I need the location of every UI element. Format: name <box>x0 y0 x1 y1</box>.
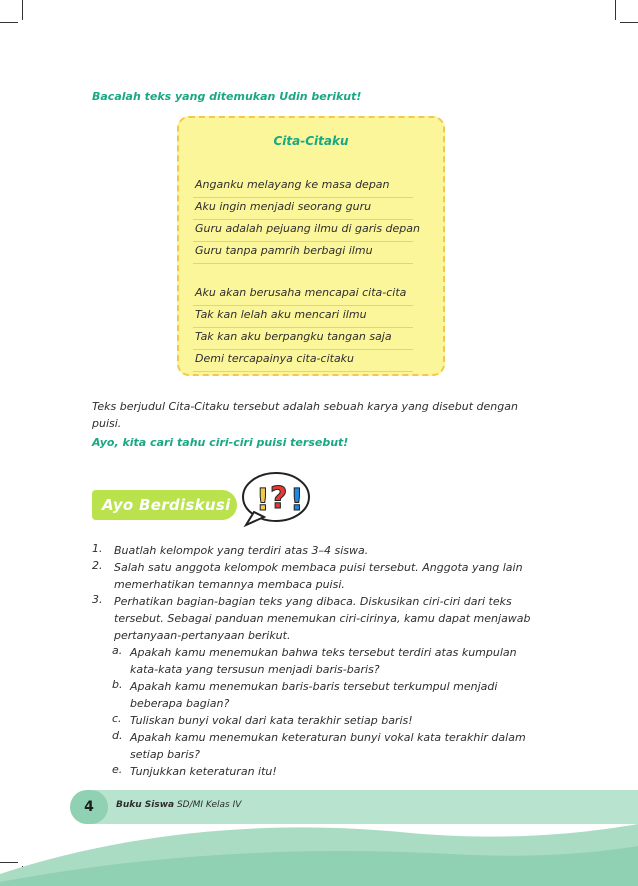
poem-line: Guru tanpa pamrih berbagi ilmu <box>195 244 373 257</box>
item-letter: a. <box>112 644 123 657</box>
poem-rule <box>193 327 413 328</box>
item-text: Buatlah kelompok yang terdiri atas 3–4 siswa. <box>114 544 369 557</box>
item-text: Apakah kamu menemukan keteraturan bunyi vokal kata terakhir dalam setiap baris? <box>130 731 526 761</box>
poem-rule <box>193 219 413 220</box>
section-title: Ayo Berdiskusi <box>102 496 231 514</box>
poem-line: Anganku melayang ke masa depan <box>195 178 390 191</box>
item-text: Perhatikan bagian-bagian teks yang dibaca. Diskusikan ciri-ciri dari teks tersebut. Sebagai panduan menemukan ciri-cirinya, kamu dapat menjawab pertanyaan-pertanyaan berikut. <box>114 595 531 642</box>
poem-rule <box>193 197 413 198</box>
item-number: 3. <box>92 593 103 606</box>
item-letter: c. <box>112 712 122 725</box>
item-number: 2. <box>92 559 103 572</box>
item-letter: e. <box>112 763 123 776</box>
item-text: Tuliskan bunyi vokal dari kata terakhir setiap baris! <box>130 714 413 727</box>
svg-text:?: ? <box>270 481 288 516</box>
item-letter: d. <box>112 729 123 742</box>
crop-mark <box>22 0 23 20</box>
poem-rule <box>193 241 413 242</box>
poem-rule <box>193 305 413 306</box>
crop-mark <box>0 22 18 23</box>
poem-line: Aku akan berusaha mencapai cita-cita <box>195 286 407 299</box>
poem-rule <box>193 263 413 264</box>
poem-line: Aku ingin menjadi seorang guru <box>195 200 372 213</box>
crop-mark <box>620 22 638 23</box>
svg-text:!: ! <box>256 483 270 518</box>
speech-bubble-icon <box>240 470 312 528</box>
page-number: 4 <box>70 790 108 824</box>
book-label-rest: SD/MI Kelas IV <box>174 800 242 810</box>
poem-rule <box>193 349 413 350</box>
invite-text: Ayo, kita cari tahu ciri-ciri puisi tersebut! <box>92 436 349 449</box>
item-text: Tunjukkan keteraturan itu! <box>130 765 277 778</box>
section-banner <box>92 490 237 520</box>
poem-box <box>177 116 445 376</box>
item-number: 1. <box>92 542 103 555</box>
footer-wave <box>0 824 638 886</box>
poem-line: Tak kan aku berpangku tangan saja <box>195 330 392 343</box>
poem-rule <box>193 371 413 372</box>
poem-line: Demi tercapainya cita-citaku <box>195 352 355 365</box>
item-letter: b. <box>112 678 123 691</box>
book-label-bold: Buku Siswa <box>116 800 175 810</box>
book-label <box>116 800 241 810</box>
poem-line: Tak kan lelah aku mencari ilmu <box>195 308 367 321</box>
body-paragraph: Teks berjudul Cita-Citaku tersebut adalah sebuah karya yang disebut dengan puisi. <box>92 400 518 430</box>
item-text: Salah satu anggota kelompok membaca puisi tersebut. Anggota yang lain memerhatikan temannya membaca puisi. <box>114 561 523 591</box>
instruction-text: Bacalah teks yang ditemukan Udin berikut! <box>92 90 362 103</box>
poem-line: Guru adalah pejuang ilmu di garis depan <box>195 222 420 235</box>
poem-title: Cita-Citaku <box>273 134 349 148</box>
crop-mark <box>615 0 616 20</box>
item-text: Apakah kamu menemukan bahwa teks tersebut terdiri atas kumpulan kata-kata yang tersusun menjadi baris-baris? <box>130 646 517 676</box>
item-text: Apakah kamu menemukan baris-baris tersebut terkumpul menjadi beberapa bagian? <box>130 680 498 710</box>
svg-text:!: ! <box>290 483 304 518</box>
